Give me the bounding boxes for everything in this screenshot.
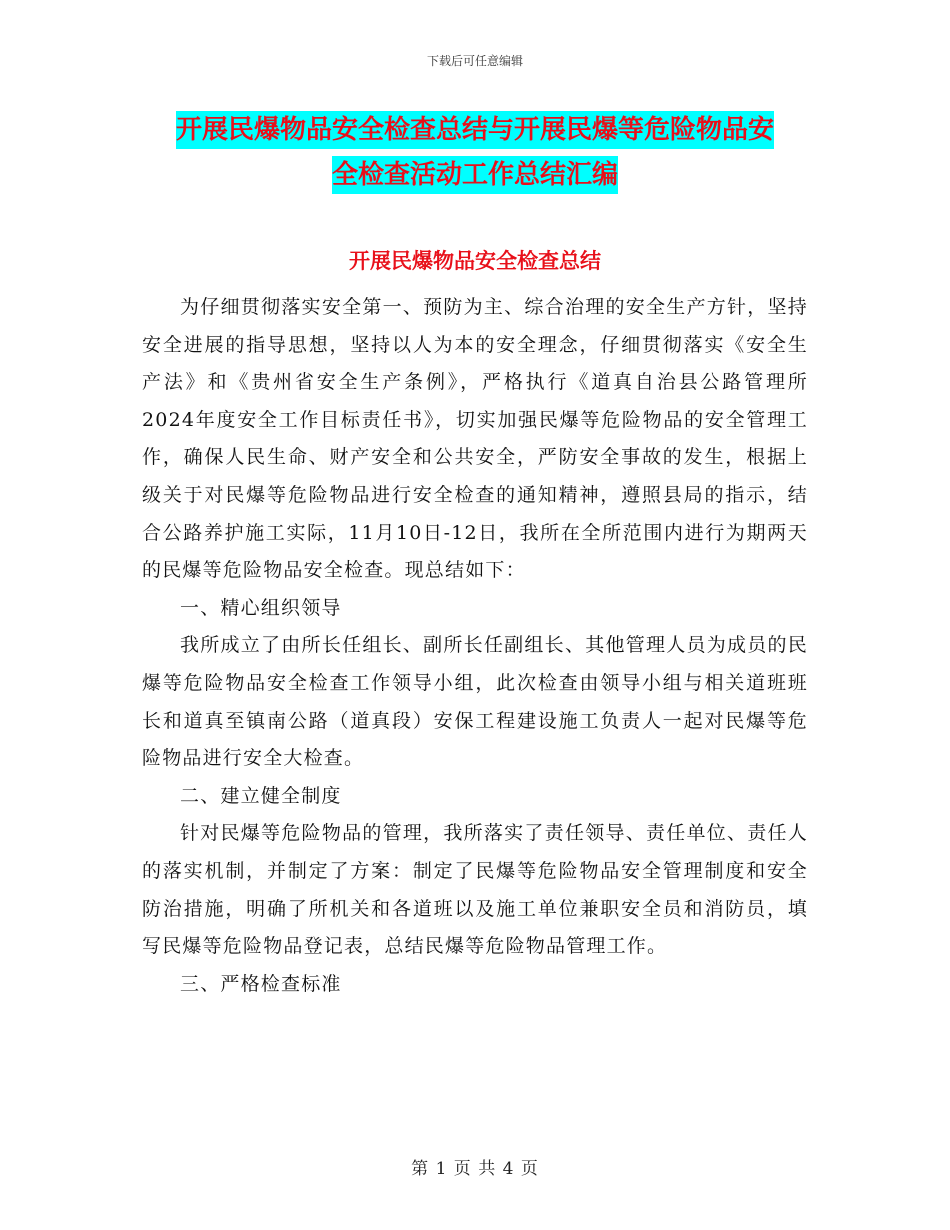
paragraph-intro: 为仔细贯彻落实安全第一、预防为主、综合治理的安全生产方针，坚持安全进展的指导思想，坚持以人为本的安全理念，仔细贯彻落实《安全生产法》和《贵州省安全生产条例》，严格执行《道真自治县公路管理所2024年度安全工作目标责任书》，切实加强民爆等危险物品的安全管理工作，确保人民生命、财产安全和公共安全，严防安全事故的发生，根据上级关于对民爆等危险物品进行安全检查的通知精神，遵照县局的指示，结合公路养护施工实际，11月10日-12日，我所在全所范围内进行为期两天的民爆等危险物品安全检查。现总结如下： <box>142 296 808 582</box>
paragraph-organization: 我所成立了由所长任组长、副所长任副组长、其他管理人员为成员的民爆等危险物品安全检查工作领导小组，此次检查由领导小组与相关道班班长和道真至镇南公路（道真段）安保工程建设施工负责人一起对民爆等危险物品进行安全大检查。 <box>142 634 808 770</box>
heading-organization: 一、精心组织领导 <box>180 596 342 619</box>
header-note: 下载后可任意编辑 <box>426 54 523 68</box>
page-footer: 第 1 页 共 4 页 <box>411 1159 539 1179</box>
document-title-text-1: 开展民爆物品安全检查总结与开展民爆等危险物品安 <box>176 111 774 149</box>
document-title-text-2: 全检查活动工作总结汇编 <box>332 156 618 194</box>
heading-standards: 三、严格检查标准 <box>180 972 342 995</box>
document-body <box>142 289 808 1003</box>
section-title: 开展民爆物品安全检查总结 <box>349 249 601 273</box>
document-title-line-1 <box>0 106 950 154</box>
heading-system: 二、建立健全制度 <box>180 784 342 807</box>
document-title-line-2 <box>0 151 950 199</box>
paragraph-system: 针对民爆等危险物品的管理，我所落实了责任领导、责任单位、责任人的落实机制，并制定了方案：制定了民爆等危险物品安全管理制度和安全防治措施，明确了所机关和各道班以及施工单位兼职安全员和消防员，填写民爆等危险物品登记表，总结民爆等危险物品管理工作。 <box>142 822 808 958</box>
